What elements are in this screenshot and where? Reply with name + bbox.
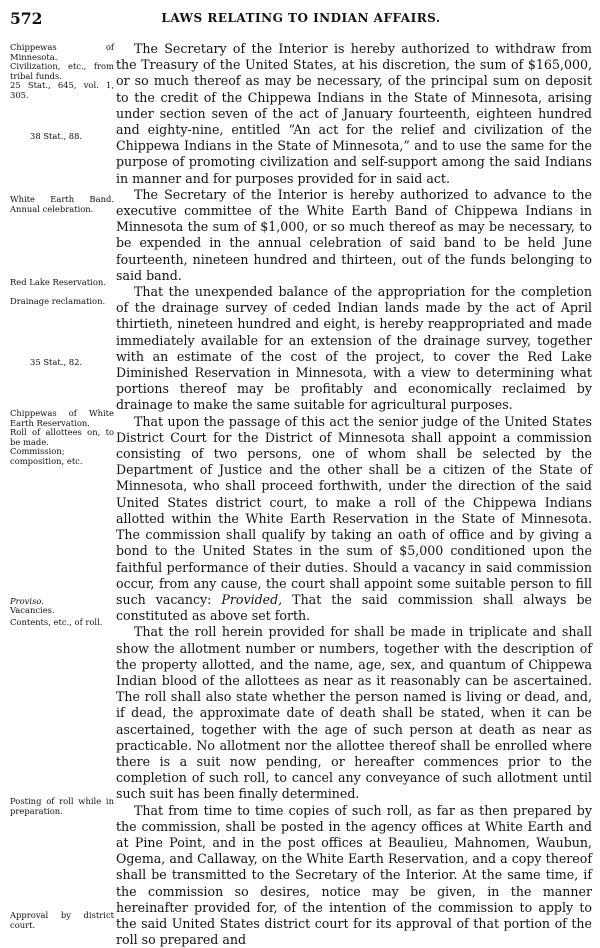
paragraph-roll-contents: That the roll herein provided for shall be made in triplicate and shall show the allotment number or numbers, together with the description of the property allotted, and the name, age, sex, and quantum of Chippewa Indian blood of the allottees as near as it reasonably can be ascertained. The roll shall also state whether the person named is living or dead, and, if dead, the approximate date of death shall be stated, when it can be ascertained, together with the age of such person at death as near as practicable. No allotment nor the allottee thereof shall be enrolled where there is a suit now pending, or hereafter commences prior to the completion of such roll, to cancel any conveyance of such allotment until such suit has been finally determined. [116, 624, 592, 802]
margin-note-roll-of-allottees: Roll of allottees on, to be made. [10, 427, 114, 447]
margin-note-citation-38-stat: 38 Stat., 88. [30, 131, 83, 141]
paragraph-drainage-survey: That the unexpended balance of the appropriation for the completion of the drainage survey of ceded Indian lands made by the act of April thirtieth, nineteen hundred and eight, is hereby reappropriated and made immediately available for an extension of the drainage survey, together with an estimate of the cost of the project, to cover the Red Lake Diminished Reservation in Minnesota, with a view to determining what portions thereof may be profitably and economically reclaimed by drainage to make the same suitable for agricultural purposes. [116, 284, 592, 413]
margin-note-citation-25-stat: 25 Stat., 645, vol. 1, 305. [10, 80, 114, 100]
running-head: LAWS RELATING TO INDIAN AFFAIRS. [161, 11, 441, 25]
proviso-text: That the said commission shall always be constituted as above set forth. [116, 591, 592, 624]
paragraph-annual-celebration: The Secretary of the Interior is hereby authorized to advance to the executive committee of the White Earth Band of Chippewa Indians in Minnesota the sum of $1,000, or so much thereof as may be necessary, to be expended in the annual celebration of said band to be held June fourteenth, nineteen hundred and thirteen, out of the funds belonging to said band. [116, 186, 592, 283]
paragraph-commission [116, 414, 592, 625]
page-header [10, 9, 592, 31]
margin-note-drainage-reclamation: Drainage reclamation. [10, 296, 106, 306]
page-number: 572 [10, 9, 43, 28]
commission-text: That upon the passage of this act the senior judge of the United States District Court for the District of Minnesota shall appoint a commission consisting of two persons, one of whom shall be selected by the Department of Justice and the other shall be a citizen of the State of Minnesota, who shall proceed forthwith, under the direction of the said United States district court, to make a roll of the Chippewa Indians allotted within the White Earth Reservation in the State of Minnesota. The commission shall qualify by taking an oath of office and by giving a bond to the United States in the sum of $5,000 conditioned upon the faithful performance of their duties. Should a vacancy in said commission occur, from any cause, the court shall appoint some suitable person to fill such vacancy: [116, 413, 592, 607]
body-text [116, 41, 592, 948]
margin-note-chippewas-white-earth: Chippewas of White Earth Reservation. [10, 408, 114, 428]
margin-note-proviso-label: Proviso. [10, 596, 44, 606]
margin-note-citation-35-stat: 35 Stat., 82. [30, 357, 83, 367]
paragraph-withdrawal: The Secretary of the Interior is hereby authorized to withdraw from the Treasury of the United States, at his discretion, the sum of $165,000, or so much thereof as may be necessary, of the principal sum on deposit to the credit of the Chippewa Indians in the State of Minnesota, arising under section seven of the act of January fourteenth, eighteen hundred and eighty-nine, entitled “An act for the relief and civilization of the Chippewa Indians in the State of Minnesota,” and to use the same for the purpose of promoting civilization and self-support among the said Indians in manner and for purposes provided for in said act. [116, 41, 592, 186]
proviso-word: Provided, [221, 591, 283, 607]
margin-note-red-lake-reservation: Red Lake Reservation. [10, 277, 106, 287]
margin-note-contents-of-roll: Contents, etc., of roll. [10, 617, 103, 627]
margin-note-commission-composition: Commission; composition, etc. [10, 446, 83, 466]
margin-note-chippewas-minnesota: Chippewas of Minnesota. [10, 42, 114, 62]
margin-note-posting-of-roll: Posting of roll while in preparation. [10, 796, 114, 816]
margin-note-white-earth-band: White Earth Band. Annual celebration. [10, 194, 114, 214]
margin-note-vacancies: Vacancies. [10, 605, 55, 615]
margin-note-approval-district-court: Approval by district court. [10, 910, 114, 930]
paragraph-posting-roll: That from time to time copies of such roll, as far as then prepared by the commission, shall be posted in the agency offices at White Earth and at Pine Point, and in the post offices at Beaulieu, Mahnomen, Waubun, Ogema, and Callaway, on the White Earth Reservation, and a copy thereof shall be transmitted to the Secretary of the Interior. At the same time, if the commission so desires, notice may be given, in the manner hereinafter provided for, of the intention of the commission to apply to the said United States district court for its approval of that portion of the roll so prepared and [116, 802, 592, 948]
margin-note-civilization: Civilization, etc., from tribal funds. [10, 61, 114, 81]
